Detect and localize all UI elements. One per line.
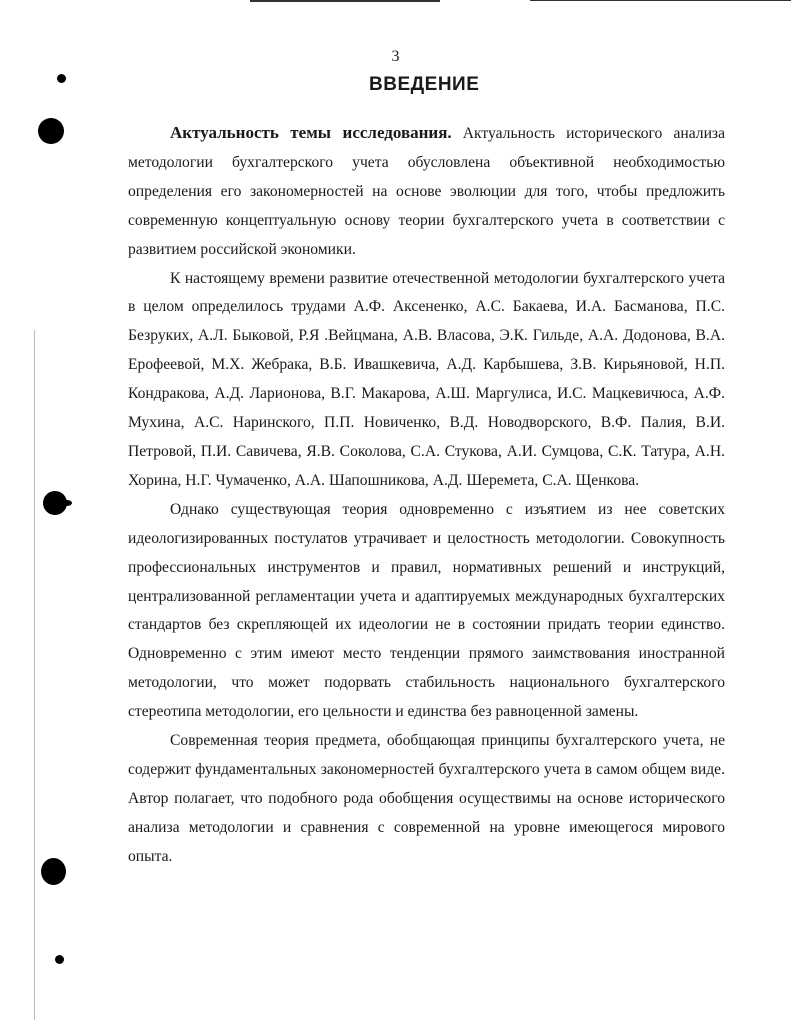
paragraph-theory [128, 496, 725, 727]
paragraph-text: Однако существующая теория одновременно с изъятием из нее советских идеологизированных постулатов утрачивает и целостность методологии. Совокупность профессиональных инструментов и правил, нормативных решений и инструкций, централизованной регламентации учета и адаптируемых международных бухгалтерских стандартов без скрепляющей их идеологии не в состоянии придать теории единство. Одновременно с этим имеют место тенденции прямого заимствования иностранной методологии, что может подорвать стабильность национального бухгалтерского стереотипа методологии, его цельности и единства без равноценной замены. [128, 500, 725, 721]
paragraph-text: Актуальность исторического анализа методологии бухгалтерского учета обусловлена объективной необходимостью определения его закономерностей на основе эволюции для того, чтобы предложить современную концептуальную основу теории бухгалтерского учета в соответствии с развитием российской экономики. [128, 125, 725, 258]
paragraph-lead: Актуальность темы исследования. [170, 123, 452, 142]
paragraph-modern-theory [128, 727, 725, 872]
section-heading: ВВЕДЕНИЕ [369, 74, 480, 95]
punch-hole [41, 858, 66, 885]
paragraph-relevance [128, 119, 725, 265]
paragraph-text: К настоящему времени развитие отечественной методологии бухгалтерского учета в целом определилось трудами А.Ф. Аксененко, А.С. Бакаева, И.А. Басманова, П.С. Безруких, А.Л. Быковой, Р.Я .Вейцмана, А.В. Власова, Э.К. Гильде, А.А. Додонова, В.А. Ерофеевой, М.Х. Жебрака, В.Б. Ивашкевича, А.Д. Карбышева, З.В. Кирьяновой, Н.П. Кондракова, А.Д. Ларионова, В.Г. Макарова, А.Ш. Маргулиса, И.С. Мацкевичюса, А.Ф. Мухина, А.С. Наринского, П.П. Новиченко, В.Д. Новодворского, В.Ф. Палия, В.И. Петровой, П.И. Савичева, Я.В. Соколова, С.А. Стукова, А.И. Сумцова, С.К. Татура, А.Н. Хорина, Н.Г. Чумаченко, А.А. Шапошникова, А.Д. Шеремета, С.А. Щенкова. [128, 269, 725, 489]
punch-hole [38, 118, 64, 144]
scan-line-top-right [530, 0, 791, 1]
paragraph-authors [128, 265, 725, 496]
punch-hole-dot [55, 955, 64, 964]
punch-hole-dot [57, 74, 66, 83]
punch-hole-notch [62, 500, 72, 506]
scan-line-top-left [250, 0, 440, 2]
page-number: 3 [391, 48, 400, 65]
scan-margin-line [34, 330, 35, 1020]
paragraph-text: Современная теория предмета, обобщающая принципы бухгалтерского учета, не содержит фундаментальных закономерностей бухгалтерского учета в самом общем виде. Автор полагает, что подобного рода обобщения осуществимы на основе исторического анализа методологии и сравнения с современной на уровне имеющегося мирового опыта. [128, 732, 725, 865]
body-text [128, 119, 725, 872]
